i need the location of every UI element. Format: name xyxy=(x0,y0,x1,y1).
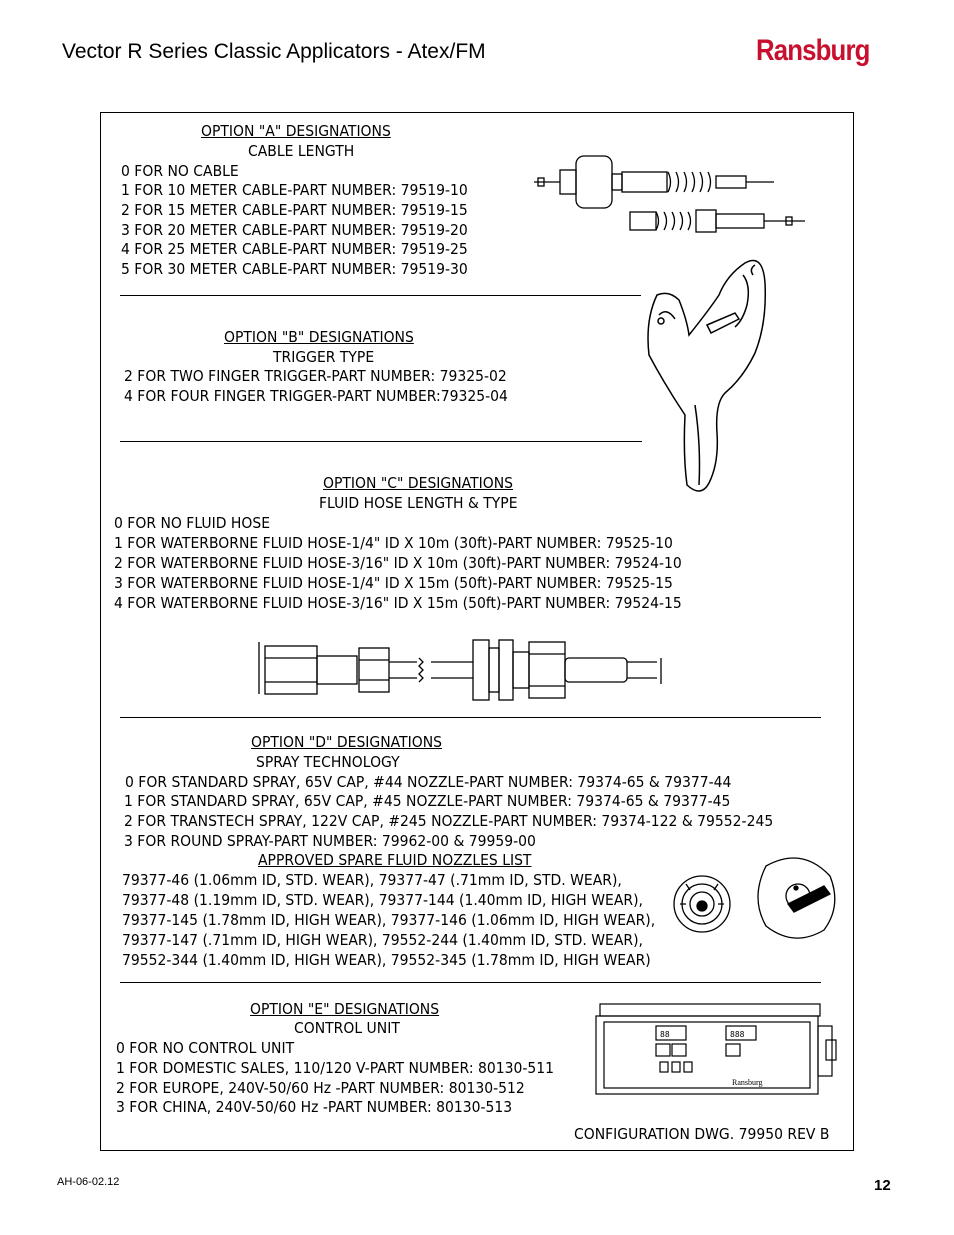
option-e-item: 0 FOR NO CONTROL UNIT xyxy=(116,1039,295,1057)
page-number: 12 xyxy=(874,1177,891,1194)
page-title: Vector R Series Classic Applicators - Atex/FM xyxy=(62,40,486,63)
section-divider xyxy=(120,982,821,983)
option-c-item: 1 FOR WATERBORNE FLUID HOSE-1/4" ID X 10m (30ft)-PART NUMBER: 79525-10 xyxy=(114,534,673,552)
option-a-heading: OPTION "A" DESIGNATIONS xyxy=(201,122,391,140)
cable-connector-illustration xyxy=(530,150,810,240)
option-c-heading: OPTION "C" DESIGNATIONS xyxy=(323,474,514,492)
section-divider xyxy=(120,295,641,296)
drawing-reference: CONFIGURATION DWG. 79950 REV B xyxy=(574,1125,830,1143)
option-d-item: 2 FOR TRANSTECH SPRAY, 122V CAP, #245 NOZZLE-PART NUMBER: 79374-122 & 79552-245 xyxy=(124,812,774,830)
spare-nozzle-line: 79377-147 (.71mm ID, HIGH WEAR), 79552-244 (1.40mm ID, STD. WEAR), xyxy=(122,931,643,949)
svg-text:888: 888 xyxy=(730,1030,745,1039)
spare-nozzle-line: 79377-46 (1.06mm ID, STD. WEAR), 79377-47 (.71mm ID, STD. WEAR), xyxy=(122,871,622,889)
option-a-item: 0 FOR NO CABLE xyxy=(121,162,239,180)
trigger-illustration xyxy=(645,255,775,495)
section-divider xyxy=(120,717,821,718)
option-a-item: 4 FOR 25 METER CABLE-PART NUMBER: 79519-25 xyxy=(121,240,468,258)
option-c-item: 0 FOR NO FLUID HOSE xyxy=(114,514,271,532)
option-e-item: 2 FOR EUROPE, 240V-50/60 Hz -PART NUMBER: 80130-512 xyxy=(116,1079,525,1097)
option-a-item: 3 FOR 20 METER CABLE-PART NUMBER: 79519-20 xyxy=(121,221,468,239)
option-d-item: 3 FOR ROUND SPRAY-PART NUMBER: 79962-00 & 79959-00 xyxy=(124,832,536,850)
option-a-item: 2 FOR 15 METER CABLE-PART NUMBER: 79519-15 xyxy=(121,201,468,219)
option-b-item: 4 FOR FOUR FINGER TRIGGER-PART NUMBER:79325-04 xyxy=(124,387,508,405)
option-d-item: 0 FOR STANDARD SPRAY, 65V CAP, #44 NOZZLE-PART NUMBER: 79374-65 & 79377-44 xyxy=(125,773,732,791)
spare-nozzle-line: 79377-145 (1.78mm ID, HIGH WEAR), 79377-146 (1.06mm ID, HIGH WEAR), xyxy=(122,911,656,929)
svg-text:88: 88 xyxy=(660,1030,670,1039)
option-d-subheading: SPRAY TECHNOLOGY xyxy=(256,753,400,771)
option-e-item: 3 FOR CHINA, 240V-50/60 Hz -PART NUMBER: 80130-513 xyxy=(116,1098,513,1116)
option-a-item: 1 FOR 10 METER CABLE-PART NUMBER: 79519-10 xyxy=(121,181,468,199)
section-divider xyxy=(120,441,642,442)
option-e-subheading: CONTROL UNIT xyxy=(294,1019,400,1037)
option-d-item: 1 FOR STANDARD SPRAY, 65V CAP, #45 NOZZLE-PART NUMBER: 79374-65 & 79377-45 xyxy=(124,792,731,810)
option-a-item: 5 FOR 30 METER CABLE-PART NUMBER: 79519-30 xyxy=(121,260,468,278)
option-e-item: 1 FOR DOMESTIC SALES, 110/120 V-PART NUMBER: 80130-511 xyxy=(116,1059,555,1077)
control-unit-illustration xyxy=(590,998,840,1098)
spare-nozzle-line: 79552-344 (1.40mm ID, HIGH WEAR), 79552-345 (1.78mm ID, HIGH WEAR) xyxy=(122,951,651,969)
option-b-item: 2 FOR TWO FINGER TRIGGER-PART NUMBER: 79325-02 xyxy=(124,367,507,385)
option-b-subheading: TRIGGER TYPE xyxy=(273,348,375,366)
option-d-spares-heading: APPROVED SPARE FLUID NOZZLES LIST xyxy=(258,851,532,869)
control-unit-brand: Ransburg xyxy=(732,1078,763,1087)
brand-logo: Ransburg xyxy=(756,34,870,67)
option-c-subheading: FLUID HOSE LENGTH & TYPE xyxy=(319,494,518,512)
option-b-heading: OPTION "B" DESIGNATIONS xyxy=(224,328,414,346)
option-a-subheading: CABLE LENGTH xyxy=(248,142,355,160)
document-code: AH-06-02.12 xyxy=(57,1176,120,1188)
option-d-heading: OPTION "D" DESIGNATIONS xyxy=(251,733,443,751)
option-c-item: 4 FOR WATERBORNE FLUID HOSE-3/16" ID X 15m (50ft)-PART NUMBER: 79524-15 xyxy=(114,594,682,612)
option-e-heading: OPTION "E" DESIGNATIONS xyxy=(250,1000,440,1018)
option-c-item: 2 FOR WATERBORNE FLUID HOSE-3/16" ID X 10m (30ft)-PART NUMBER: 79524-10 xyxy=(114,554,682,572)
nozzle-illustration xyxy=(670,852,842,944)
fluid-hose-illustration xyxy=(255,632,675,707)
option-c-item: 3 FOR WATERBORNE FLUID HOSE-1/4" ID X 15m (50ft)-PART NUMBER: 79525-15 xyxy=(114,574,673,592)
spare-nozzle-line: 79377-48 (1.19mm ID, STD. WEAR), 79377-144 (1.40mm ID, HIGH WEAR), xyxy=(122,891,643,909)
